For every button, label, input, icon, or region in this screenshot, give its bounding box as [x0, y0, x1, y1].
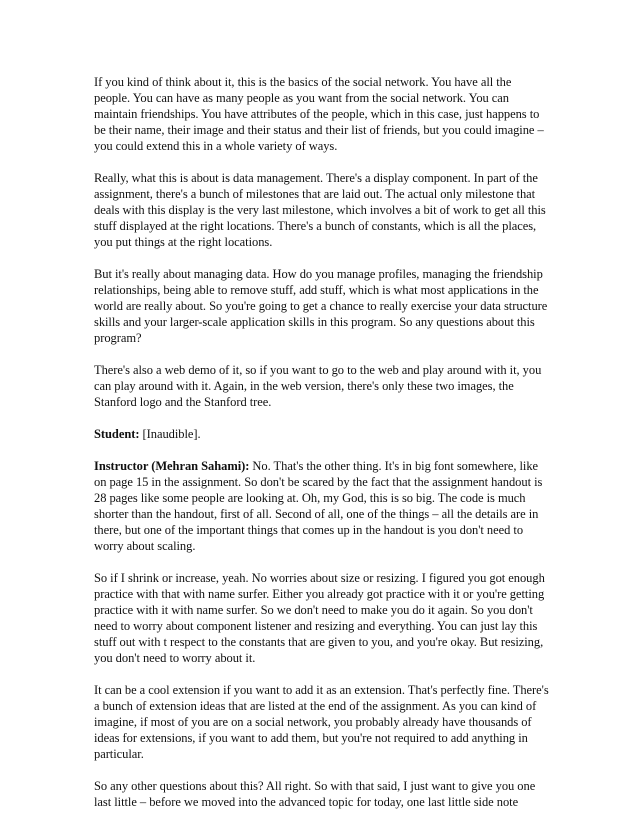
paragraph-text: [Inaudible].: [139, 427, 201, 441]
paragraph-text: Really, what this is about is data management. There's a display component. In part of the assignment, there's a bunch of milestones that are laid out. The actual only milestone that deals with this display is the very last milestone, which involves a bit of work to get all this stuff displayed at the right locations. There's a bunch of constants, which is all the places, you put things at the right locations.: [94, 171, 546, 249]
paragraph: [94, 74, 549, 154]
paragraph-text: So any other questions about this? All right. So with that said, I just want to give you one last little – before we moved into the advanced topic for today, one last little side note: [94, 779, 536, 809]
speaker-label: Student:: [94, 427, 140, 441]
paragraph: [94, 266, 549, 346]
speaker-label: Instructor (Mehran Sahami):: [94, 459, 250, 473]
paragraph-text: No. That's the other thing. It's in big font somewhere, like on page 15 in the assignment. So don't be scared by the fact that the assignment handout is 28 pages like some people are looking at. Oh, my God, this is so big. The code is much shorter than the handout, first of all. Second of all, one of the things – all the details are in there, but one of the important things that comes up in the handout is you don't need to worry about scaling.: [94, 459, 543, 553]
paragraph-text: So if I shrink or increase, yeah. No worries about size or resizing. I figured you got enough practice with that with name surfer. Either you already got practice with it or you're getting practice with it with name surfer. So we don't need to make you do it again. So you don't need to worry about component listener and resizing and everything. You can just lay this stuff out with t respect to the constants that are given to you, and you're okay. But resizing, you don't need to worry about it.: [94, 571, 545, 665]
paragraph-text: If you kind of think about it, this is the basics of the social network. You have all the people. You can have as many people as you want from the social network. You can maintain friendships. You have attributes of the people, which in this case, just happens to be their name, their image and their status and their list of friends, but you could imagine – you could extend this in a whole variety of ways.: [94, 75, 544, 153]
paragraph: [94, 570, 549, 666]
transcript-body: [94, 74, 549, 826]
paragraph: [94, 362, 549, 410]
paragraph-text: There's also a web demo of it, so if you want to go to the web and play around with it, you can play around with it. Again, in the web version, there's only these two images, the Stanford logo and the Stanford tree.: [94, 363, 542, 409]
paragraph: [94, 426, 549, 442]
paragraph: [94, 170, 549, 250]
paragraph-text: But it's really about managing data. How do you manage profiles, managing the friendship relationships, being able to remove stuff, add stuff, which is what most applications in the world are really about. So you're going to get a chance to really exercise your data structure skills and your larger-scale application skills in this program. So any questions about this program?: [94, 267, 548, 345]
paragraph-text: It can be a cool extension if you want to add it as an extension. That's perfectly fine. There's a bunch of extension ideas that are listed at the end of the assignment. As you can kind of imagine, if most of you are on a social network, you probably already have thousands of ideas for extensions, if you want to add them, but you're not required to add anything in particular.: [94, 683, 549, 761]
paragraph: [94, 778, 549, 810]
paragraph: [94, 458, 549, 554]
paragraph: [94, 682, 549, 762]
